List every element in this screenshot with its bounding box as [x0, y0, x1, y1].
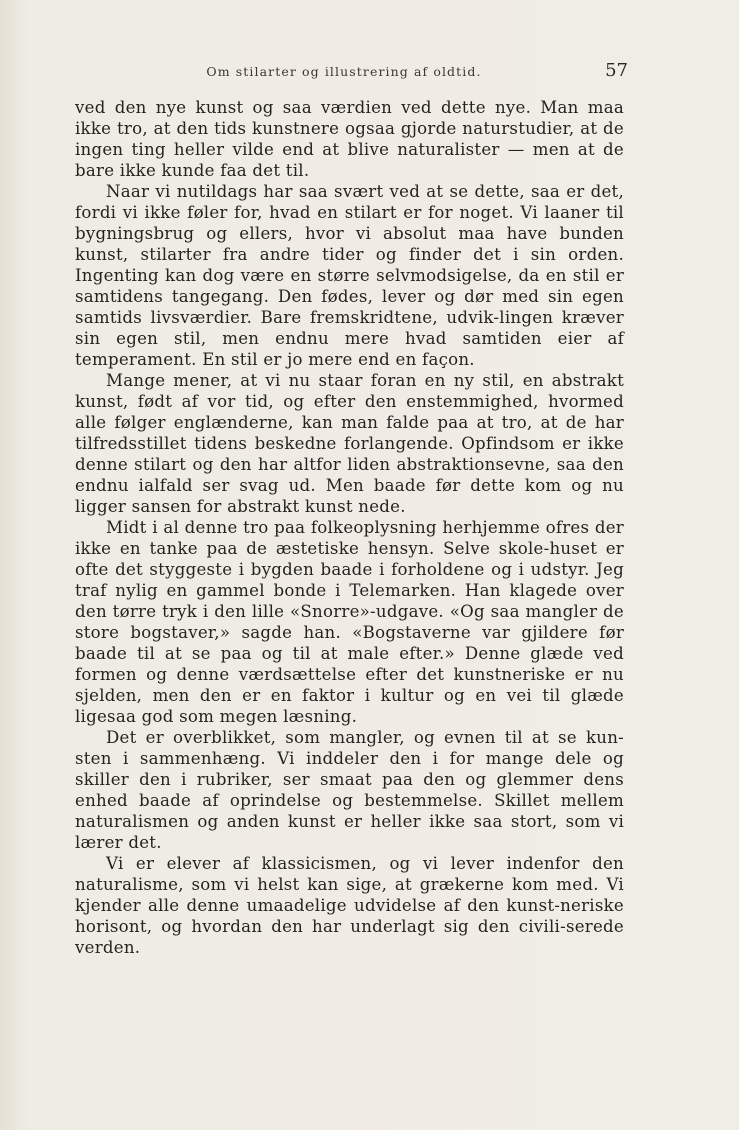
running-title: Om stilarter og illustrering af oldtid.	[206, 64, 482, 79]
paragraph-5: Det er overblikket, som mangler, og evnen til at se kun-sten i sammenhæng. Vi inddeler den i for mange dele og skiller den i rubriker, ser smaat paa den og glemmer dens enhed baade af oprindelse og bestemmelse. Skillet mellem naturalismen og anden kunst er heller ikke saa stort, som vi lærer det.	[75, 728, 624, 852]
paragraph-3: Mange mener, at vi nu staar foran en ny stil, en abstrakt kunst, født af vor tid, og efter den enstemmighed, hvormed alle følger englænderne, kan man falde paa at tro, at de har tilfredsstillet tidens beskedne forlangende. Opfindsom er ikke denne stilart og den har altfor liden abstraktionsevne, saa den endnu ialfald ser svag ud. Men baade før dette kom og nu ligger sansen for abstrakt kunst nede.	[75, 371, 624, 516]
paragraph-4: Midt i al denne tro paa folkeoplysning herhjemme ofres der ikke en tanke paa de æstetiske hensyn. Selve skole-huset er ofte det styggeste i bygden baade i forholdene og i udstyr. Jeg traf nylig en gammel bonde i Telemarken. Han klagede over den tørre tryk i den lille «Snorre»-udgave. «Og saa mangler de store bogstaver,» sagde han. «Bogstaverne var gjildere før baade til at se paa og til at male efter.» Denne glæde ved formen og denne værdsættelse efter det kunstneriske er nu sjelden, men den er en faktor i kultur og en vei til glæde ligesaa god som megen læsning.	[75, 518, 624, 726]
body-text	[75, 97, 624, 958]
paragraph-1: ved den nye kunst og saa værdien ved dette nye. Man maa ikke tro, at den tids kunstnere ogsaa gjorde naturstudier, at de ingen ting heller vilde end at blive naturalister — men at de bare ikke kunde faa det til.	[75, 98, 624, 180]
paragraph-6: Vi er elever af klassicismen, og vi lever indenfor den naturalisme, som vi helst kan sige, at grækerne kom med. Vi kjender alle denne umaadelige udvidelse af den kunst-neriske horisont, og hvordan den har underlagt sig den civili-serede verden.	[75, 854, 624, 957]
paragraph-2: Naar vi nutildags har saa svært ved at se dette, saa er det, fordi vi ikke føler for, hvad en stilart er for noget. Vi laaner til bygningsbrug og ellers, hvor vi absolut maa have bunden kunst, stilarter fra andre tider og finder det i sin orden. Ingenting kan dog være en større selvmodsigelse, da en stil er samtidens tangegang. Den fødes, lever og dør med sin egen samtids livsværdier. Bare fremskridtene, udvik-lingen kræver sin egen stil, men endnu mere hvad samtiden eier af temperament. En stil er jo mere end en façon.	[75, 182, 624, 369]
page-header	[60, 58, 628, 88]
page-number: 57	[605, 60, 628, 81]
